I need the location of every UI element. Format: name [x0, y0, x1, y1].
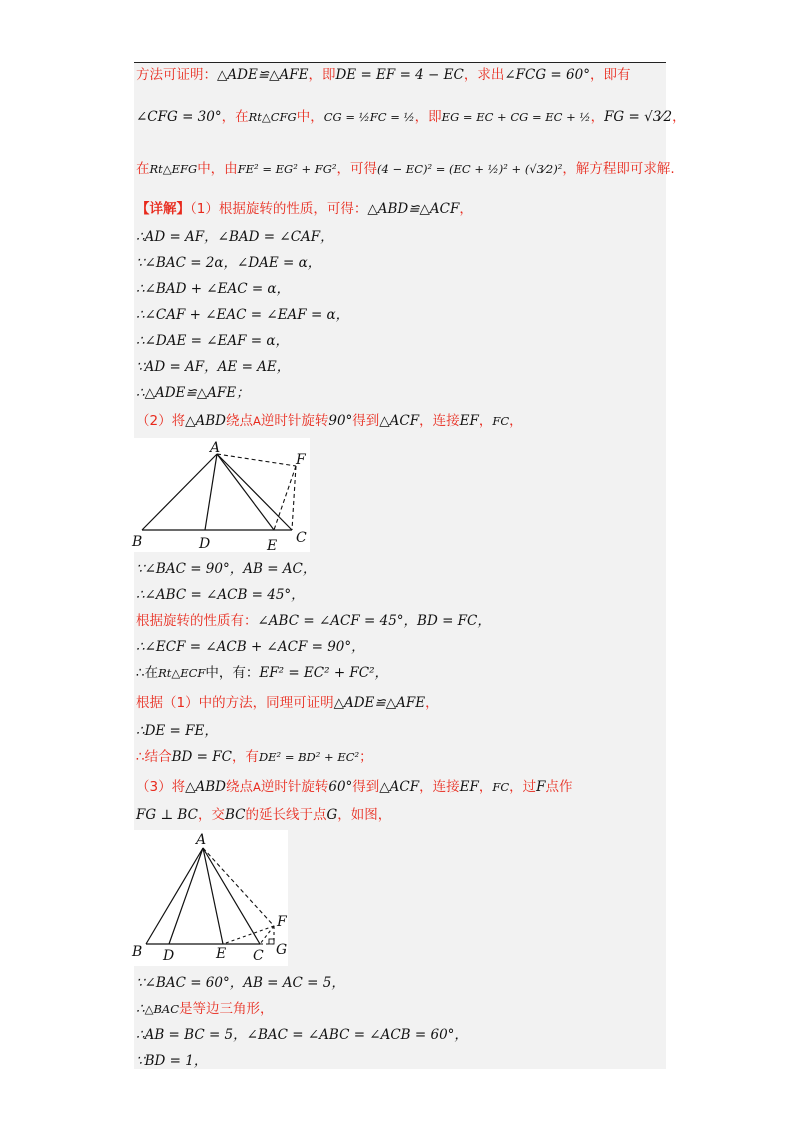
part2-rotation-property: 根据旋转的性质有：∠ABC = ∠ACF = 45°，BD = FC， — [136, 613, 491, 629]
label-A: A — [196, 832, 207, 848]
proof-step — [136, 254, 321, 272]
proof-step — [136, 560, 316, 578]
part3-heading-1: （3）将△ABD绕点A逆时针旋转60°得到△ACF，连接EF，FC，过F点作 — [136, 779, 573, 795]
proof-step — [136, 358, 290, 376]
label-F: F — [296, 452, 306, 468]
figure-2-rotation-60 — [130, 830, 292, 970]
part2-congruence: 根据（1）中的方法，同理可证明△ADE≌△AFE， — [136, 695, 439, 711]
part3-sides-angles: ∴AB = BC = 5，∠BAC = ∠ABC = ∠ACB = 60°， — [136, 1027, 468, 1043]
label-C: C — [296, 530, 307, 546]
label-A: A — [210, 440, 221, 456]
label-B: B — [132, 534, 143, 550]
label-D: D — [199, 536, 211, 552]
hint-line-2: ∠CFG = 30°，在Rt△CFG中，CG = ½FC = ½，即EG = EC + CG = EC + ½，FG = √3⁄2， — [136, 109, 686, 125]
hint-line-1: 方法可证明：△ADE≌△AFE，即DE = EF = 4 − EC，求出∠FCG = 60°，即有 — [136, 67, 631, 83]
proof-step — [136, 280, 290, 298]
proof-symbol: ∴ — [136, 385, 145, 401]
label-G: G — [276, 942, 288, 958]
part3-equilateral: ∴△BAC是等边三角形， — [136, 1001, 274, 1017]
proof-statement: ∠DAE = ∠EAF = α， — [144, 333, 290, 349]
proof-statement: △ADE≌△AFE； — [144, 385, 250, 401]
part3-bd: ∵BD = 1， — [136, 1053, 208, 1069]
proof-statement: ∠BAC = 2α，∠DAE = α， — [144, 255, 322, 271]
proof-statement: ∠BAC = 90°，AB = AC， — [144, 561, 317, 577]
proof-step — [136, 332, 289, 350]
proof-step — [136, 586, 305, 604]
proof-statement: ∠BAD + ∠EAC = α， — [144, 281, 291, 297]
part2-de-fe: ∴DE = FE， — [136, 723, 218, 739]
part2-conclusion: ∴结合BD = FC，有DE² = BD² + EC²； — [136, 749, 373, 765]
figure-1-rotation-90 — [130, 438, 314, 552]
label-F: F — [277, 914, 287, 930]
proof-symbol: ∵ — [136, 255, 145, 271]
proof-symbol: ∵ — [136, 561, 145, 577]
label-E: E — [216, 946, 227, 962]
part2-right-triangle: ∴在Rt△ECF中，有：EF² = EC² + FC²， — [136, 665, 389, 681]
proof-step — [136, 228, 334, 246]
part2-angle-ecf: ∴∠ECF = ∠ACB + ∠ACF = 90°， — [136, 639, 365, 655]
detail-heading: 【详解】（1）根据旋转的性质，可得：△ABD≌△ACF， — [136, 201, 473, 217]
proof-symbol: ∴ — [136, 587, 145, 603]
proof-symbol: ∴ — [136, 229, 145, 245]
detail-tag: 【详解】 — [136, 201, 190, 217]
hint-line-3: 在Rt△EFG中，由FE² = EG² + FG²，可得(4 − EC)² = (EC + ½)² + (√3⁄2)²，解方程即可求解. — [136, 161, 675, 177]
proof-statement: AD = AF，AE = AE， — [144, 359, 291, 375]
proof-statement: ∠CAF + ∠EAC = ∠EAF = α， — [144, 307, 350, 323]
proof-step — [136, 384, 250, 402]
proof-step — [136, 306, 349, 324]
proof-symbol: ∴ — [136, 281, 145, 297]
proof-symbol: ∴ — [136, 307, 145, 323]
part3-heading-2: FG ⊥ BC，交BC的延长线于点G，如图， — [136, 807, 392, 823]
proof-symbol: ∴ — [136, 333, 145, 349]
proof-statement: AD = AF，∠BAD = ∠CAF， — [144, 229, 334, 245]
label-C: C — [253, 948, 264, 964]
part3-given: ∵∠BAC = 60°，AB = AC = 5， — [136, 975, 345, 991]
label-D: D — [163, 948, 175, 964]
part2-heading: （2）将△ABD绕点A逆时针旋转90°得到△ACF，连接EF，FC， — [136, 413, 523, 429]
label-B: B — [132, 944, 143, 960]
proof-symbol: ∵ — [136, 359, 145, 375]
figure-2-background — [130, 830, 288, 966]
label-E: E — [267, 538, 278, 552]
proof-statement: ∠ABC = ∠ACB = 45°， — [144, 587, 305, 603]
